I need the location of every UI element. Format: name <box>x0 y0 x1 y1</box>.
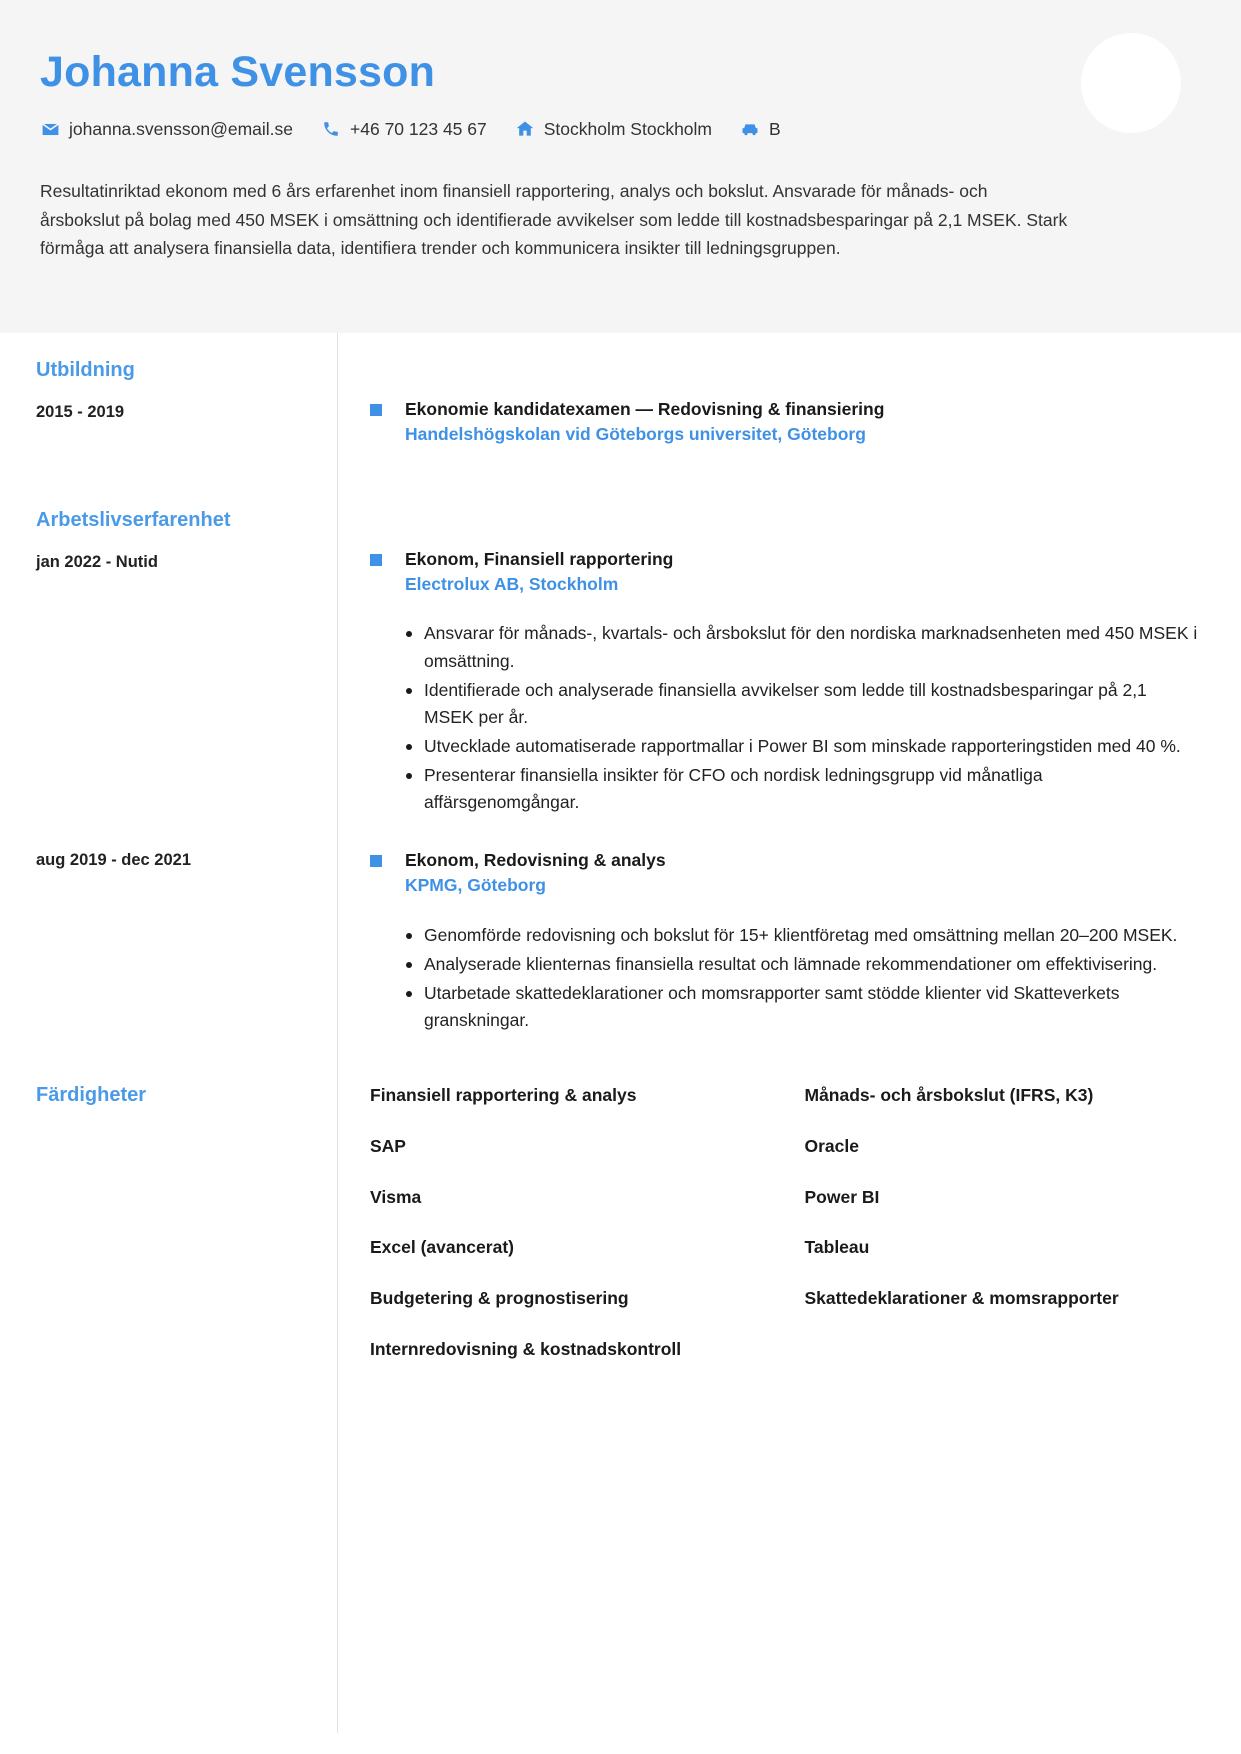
experience-title-1: Ekonom, Redovisning & analys <box>405 850 666 871</box>
list-item: Utvecklade automatiserade rapportmallar i Power BI som minskade rapporteringstiden med 40 %. <box>406 733 1201 760</box>
contact-license[interactable] <box>740 119 781 139</box>
skill-item: Internredovisning & kostnadskontroll <box>370 1338 682 1359</box>
list-item: Identifierade och analyserade finansiella avvikelser som ledde till kostnadsbesparingar på 2,1 MSEK per år. <box>406 677 1201 731</box>
education-title: Ekonomie kandidatexamen — Redovisning & finansiering <box>405 399 885 419</box>
skills-grid <box>370 1084 1201 1388</box>
section-title-education: Utbildning <box>36 359 135 381</box>
contact-license-text: B <box>769 118 781 139</box>
contact-phone[interactable] <box>321 119 487 139</box>
skills-right-col <box>337 1084 1241 1388</box>
education-section <box>0 359 1241 447</box>
page-title: Johanna Svensson <box>40 48 436 96</box>
experience-right-col-0 <box>337 509 1241 819</box>
experience-entry-1 <box>370 848 1201 898</box>
experience-entry-row-1 <box>0 848 1241 1036</box>
experience-bullets-0 <box>370 620 1201 816</box>
resume-body <box>0 333 1241 1388</box>
skill-item: Excel (avancerat) <box>370 1237 514 1258</box>
resume-header <box>0 0 1241 333</box>
list-item: Presenterar finansiella insikter för CFO och nordisk ledningsgrupp vid månatliga affärsgenomgångar. <box>406 762 1201 816</box>
square-bullet-icon <box>370 404 382 416</box>
skill-item: SAP <box>370 1136 406 1157</box>
section-title-experience: Arbetslivserfarenhet <box>36 508 231 531</box>
experience-company-0: Electrolux AB, Stockholm <box>405 573 619 594</box>
envelope-icon <box>40 119 60 139</box>
skills-section <box>0 1084 1241 1388</box>
square-bullet-icon <box>370 855 382 867</box>
skill-item: Finansiell rapportering & analys <box>370 1085 637 1106</box>
experience-left-col-1 <box>0 848 337 871</box>
contact-email-text: johanna.svensson@email.se <box>69 118 294 139</box>
experience-section <box>0 509 1241 819</box>
square-bullet-icon <box>370 554 382 566</box>
phone-icon <box>321 119 341 139</box>
avatar <box>1081 33 1181 133</box>
education-entry <box>370 397 1201 447</box>
list-item: Ansvarar för månads-, kvartals- och årsbokslut för den nordiska marknadsenheten med 450 MSEK i omsättning. <box>406 620 1201 674</box>
house-icon <box>515 119 535 139</box>
skill-item: Visma <box>370 1186 422 1207</box>
skill-item: Oracle <box>804 1136 859 1157</box>
experience-left-col <box>0 509 337 573</box>
contact-location[interactable] <box>515 119 712 139</box>
experience-company-1: KPMG, Göteborg <box>405 875 546 896</box>
experience-dates-1: aug 2019 - dec 2021 <box>36 851 192 870</box>
section-title-skills: Färdigheter <box>36 1084 147 1107</box>
list-item: Genomförde redovisning och bokslut för 15+ klientföretag med omsättning mellan 20–200 MSEK. <box>406 922 1201 949</box>
experience-right-col-1 <box>337 848 1241 1036</box>
contact-row <box>40 119 1201 139</box>
experience-entry-0 <box>370 547 1201 597</box>
skills-left-col <box>0 1084 337 1125</box>
experience-bullets-1 <box>370 922 1201 1035</box>
education-right-col <box>337 359 1241 447</box>
skill-item: Månads- och årsbokslut (IFRS, K3) <box>804 1085 1094 1106</box>
education-institution: Handelshögskolan vid Göteborgs universitet, Göteborg <box>405 423 866 444</box>
experience-title-0: Ekonom, Finansiell rapportering <box>405 548 674 569</box>
experience-dates-0: jan 2022 - Nutid <box>36 552 158 571</box>
list-item: Analyserade klienternas finansiella resultat och lämnade rekommendationer om effektivisering. <box>406 951 1201 978</box>
skill-item: Tableau <box>804 1237 870 1258</box>
profile-summary: Resultatinriktad ekonom med 6 års erfarenhet inom finansiell rapportering, analys och bokslut. Ansvarade för månads- och årsbokslut på bolag med 450 MSEK i omsättning och identifierade avvikelser som ledde till kostnadsbesparingar på 2,1 MSEK. Stark förmåga att analysera finansiella data, identifiera trender och kommunicera insikter till ledningsgruppen. <box>40 181 1068 259</box>
contact-phone-text: +46 70 123 45 67 <box>350 118 487 139</box>
education-dates: 2015 - 2019 <box>36 403 125 421</box>
list-item: Utarbetade skattedeklarationer och momsrapporter samt stödde klienter vid Skatteverkets granskningar. <box>406 980 1201 1034</box>
education-left-col <box>0 359 337 423</box>
contact-location-text: Stockholm Stockholm <box>543 118 713 139</box>
skill-item: Power BI <box>804 1186 880 1207</box>
skill-item: Budgetering & prognostisering <box>370 1287 629 1308</box>
contact-email[interactable] <box>40 119 293 139</box>
car-icon <box>740 119 760 139</box>
skill-item: Skattedeklarationer & momsrapporter <box>804 1287 1119 1308</box>
